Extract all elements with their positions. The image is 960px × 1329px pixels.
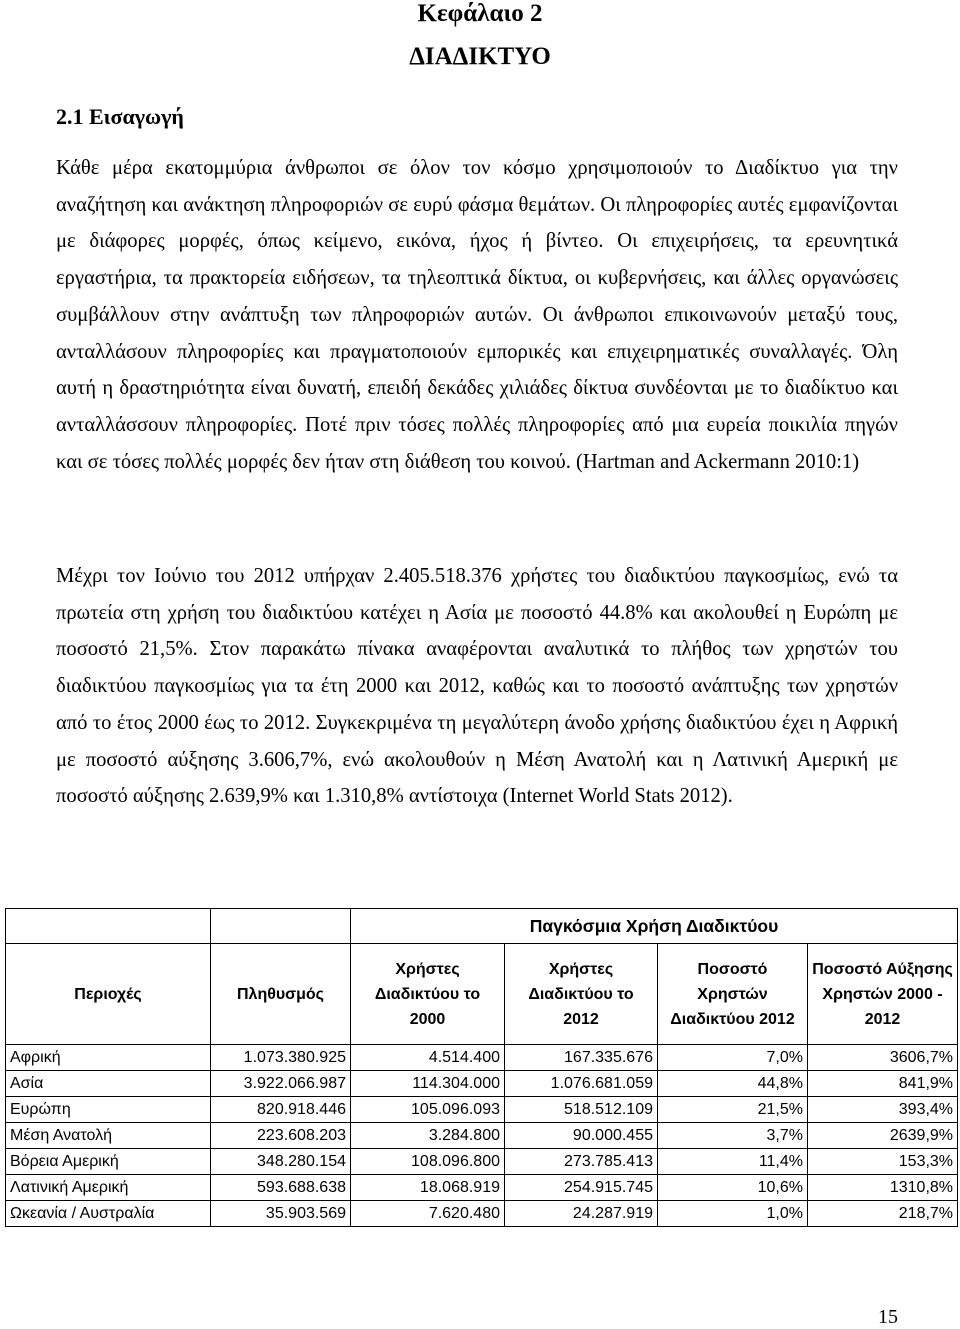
users-2012-cell: 254.915.745	[505, 1175, 658, 1201]
table-row	[6, 1097, 958, 1123]
region-cell: Μέση Ανατολή	[6, 1123, 211, 1149]
table-row	[6, 1175, 958, 1201]
column-header-users-percent-2012: Ποσοστό Χρηστών Διαδικτύου 2012	[658, 944, 808, 1045]
users-percent-cell: 1,0%	[658, 1201, 808, 1227]
users-2000-cell: 105.096.093	[351, 1097, 505, 1123]
column-header-population: Πληθυσμός	[211, 944, 351, 1045]
growth-percent-cell: 1310,8%	[808, 1175, 958, 1201]
column-header-users-2000: Χρήστες Διαδικτύου το 2000	[351, 944, 505, 1045]
users-2000-cell: 4.514.400	[351, 1045, 505, 1071]
column-header-regions: Περιοχές	[6, 944, 211, 1045]
population-cell: 3.922.066.987	[211, 1071, 351, 1097]
column-header-growth-percent: Ποσοστό Αύξησης Χρηστών 2000 - 2012	[808, 944, 958, 1045]
population-cell: 1.073.380.925	[211, 1045, 351, 1071]
users-percent-cell: 10,6%	[658, 1175, 808, 1201]
growth-percent-cell: 218,7%	[808, 1201, 958, 1227]
users-2012-cell: 24.287.919	[505, 1201, 658, 1227]
users-2000-cell: 108.096.800	[351, 1149, 505, 1175]
users-2000-cell: 18.068.919	[351, 1175, 505, 1201]
users-2012-cell: 518.512.109	[505, 1097, 658, 1123]
users-percent-cell: 3,7%	[658, 1123, 808, 1149]
region-cell: Ωκεανία / Αυστραλία	[6, 1201, 211, 1227]
users-percent-cell: 7,0%	[658, 1045, 808, 1071]
table-title-row	[6, 909, 958, 944]
users-2012-cell: 167.335.676	[505, 1045, 658, 1071]
region-cell: Ευρώπη	[6, 1097, 211, 1123]
column-header-users-2012: Χρήστες Διαδικτύου το 2012	[505, 944, 658, 1045]
page-number: 15	[878, 1306, 898, 1328]
population-cell: 820.918.446	[211, 1097, 351, 1123]
internet-usage-table	[5, 908, 958, 1227]
chapter-label: Κεφάλαιο 2	[417, 0, 543, 27]
table-row	[6, 1123, 958, 1149]
table-title-spacer	[211, 909, 351, 944]
table-row	[6, 1045, 958, 1071]
users-percent-cell: 44,8%	[658, 1071, 808, 1097]
region-cell: Βόρεια Αμερική	[6, 1149, 211, 1175]
growth-percent-cell: 3606,7%	[808, 1045, 958, 1071]
table-row	[6, 1201, 958, 1227]
population-cell: 348.280.154	[211, 1149, 351, 1175]
region-cell: Λατινική Αμερική	[6, 1175, 211, 1201]
section-heading: 2.1 Εισαγωγή	[56, 104, 184, 129]
users-2012-cell: 1.076.681.059	[505, 1071, 658, 1097]
users-percent-cell: 11,4%	[658, 1149, 808, 1175]
users-percent-cell: 21,5%	[658, 1097, 808, 1123]
chapter-title: ΔΙΑΔΙΚΤΥΟ	[409, 43, 551, 70]
users-2000-cell: 7.620.480	[351, 1201, 505, 1227]
region-cell: Ασία	[6, 1071, 211, 1097]
growth-percent-cell: 2639,9%	[808, 1123, 958, 1149]
users-2012-cell: 90.000.455	[505, 1123, 658, 1149]
population-cell: 223.608.203	[211, 1123, 351, 1149]
users-2000-cell: 114.304.000	[351, 1071, 505, 1097]
table-title-spacer	[6, 909, 211, 944]
growth-percent-cell: 393,4%	[808, 1097, 958, 1123]
intro-paragraph: Κάθε μέρα εκατομμύρια άνθρωποι σε όλον τον κόσμο χρησιμοποιούν το Διαδίκτυο για την αναζήτηση και ανάκτηση πληροφοριών σε ευρύ φάσμα θεμάτων. Οι πληροφορίες αυτές εμφανίζονται με διάφορες μορφές, όπως κείμενο, εικόνα, ήχος ή βίντεο. Οι επιχειρήσεις, τα ερευνητικά εργαστήρια, τα πρακτορεία ειδήσεων, τα τηλεοπτικά δίκτυα, οι κυβερνήσεις, και άλλες οργανώσεις συμβάλλουν στην ανάπτυξη των πληροφοριών αυτών. Οι άνθρωποι επικοινωνούν μεταξύ τους, ανταλλάσουν πληροφορίες και πραγματοποιούν εμπορικές και επιχειρηματικές συναλλαγές. Όλη αυτή η δραστηριότητα είναι δυνατή, επειδή δεκάδες χιλιάδες δίκτυα συνδέονται με το διαδίκτυο και ανταλλάσσουν πληροφορίες. Ποτέ πριν τόσες πολλές πληροφορίες από μια ευρεία ποικιλία πηγών και σε τόσες πολλές μορφές δεν ήταν στη διάθεση του κοινού. (Hartman and Ackermann 2010:1)	[56, 157, 898, 473]
growth-percent-cell: 841,9%	[808, 1071, 958, 1097]
users-2012-cell: 273.785.413	[505, 1149, 658, 1175]
table-row	[6, 1149, 958, 1175]
statistics-paragraph: Μέχρι τον Ιούνιο του 2012 υπήρχαν 2.405.518.376 χρήστες του διαδικτύου παγκοσμίως, ενώ τα πρωτεία στη χρήση του διαδικτύου κατέχει η Ασία με ποσοστό 44.8% και ακολουθεί η Ευρώπη με ποσοστό 21,5%. Στον παρακάτω πίνακα αναφέρονται αναλυτικά το πλήθος των χρηστών του διαδικτύου παγκοσμίως για τα έτη 2000 και 2012, καθώς και το ποσοστό ανάπτυξης των χρηστών από το έτος 2000 έως το 2012. Συγκεκριμένα τη μεγαλύτερη άνοδο χρήσης διαδικτύου έχει η Αφρική με ποσοστό αύξησης 3.606,7%, ενώ ακολουθούν η Μέση Ανατολή και η Λατινική Αμερική με ποσοστό αύξησης 2.639,9% και 1.310,8% αντίστοιχα (Internet World Stats 2012).	[56, 565, 898, 808]
growth-percent-cell: 153,3%	[808, 1149, 958, 1175]
users-2000-cell: 3.284.800	[351, 1123, 505, 1149]
region-cell: Αφρική	[6, 1045, 211, 1071]
table-title: Παγκόσμια Χρήση Διαδικτύου	[351, 909, 958, 944]
table-header-row	[6, 944, 958, 1045]
population-cell: 593.688.638	[211, 1175, 351, 1201]
population-cell: 35.903.569	[211, 1201, 351, 1227]
table-row	[6, 1071, 958, 1097]
